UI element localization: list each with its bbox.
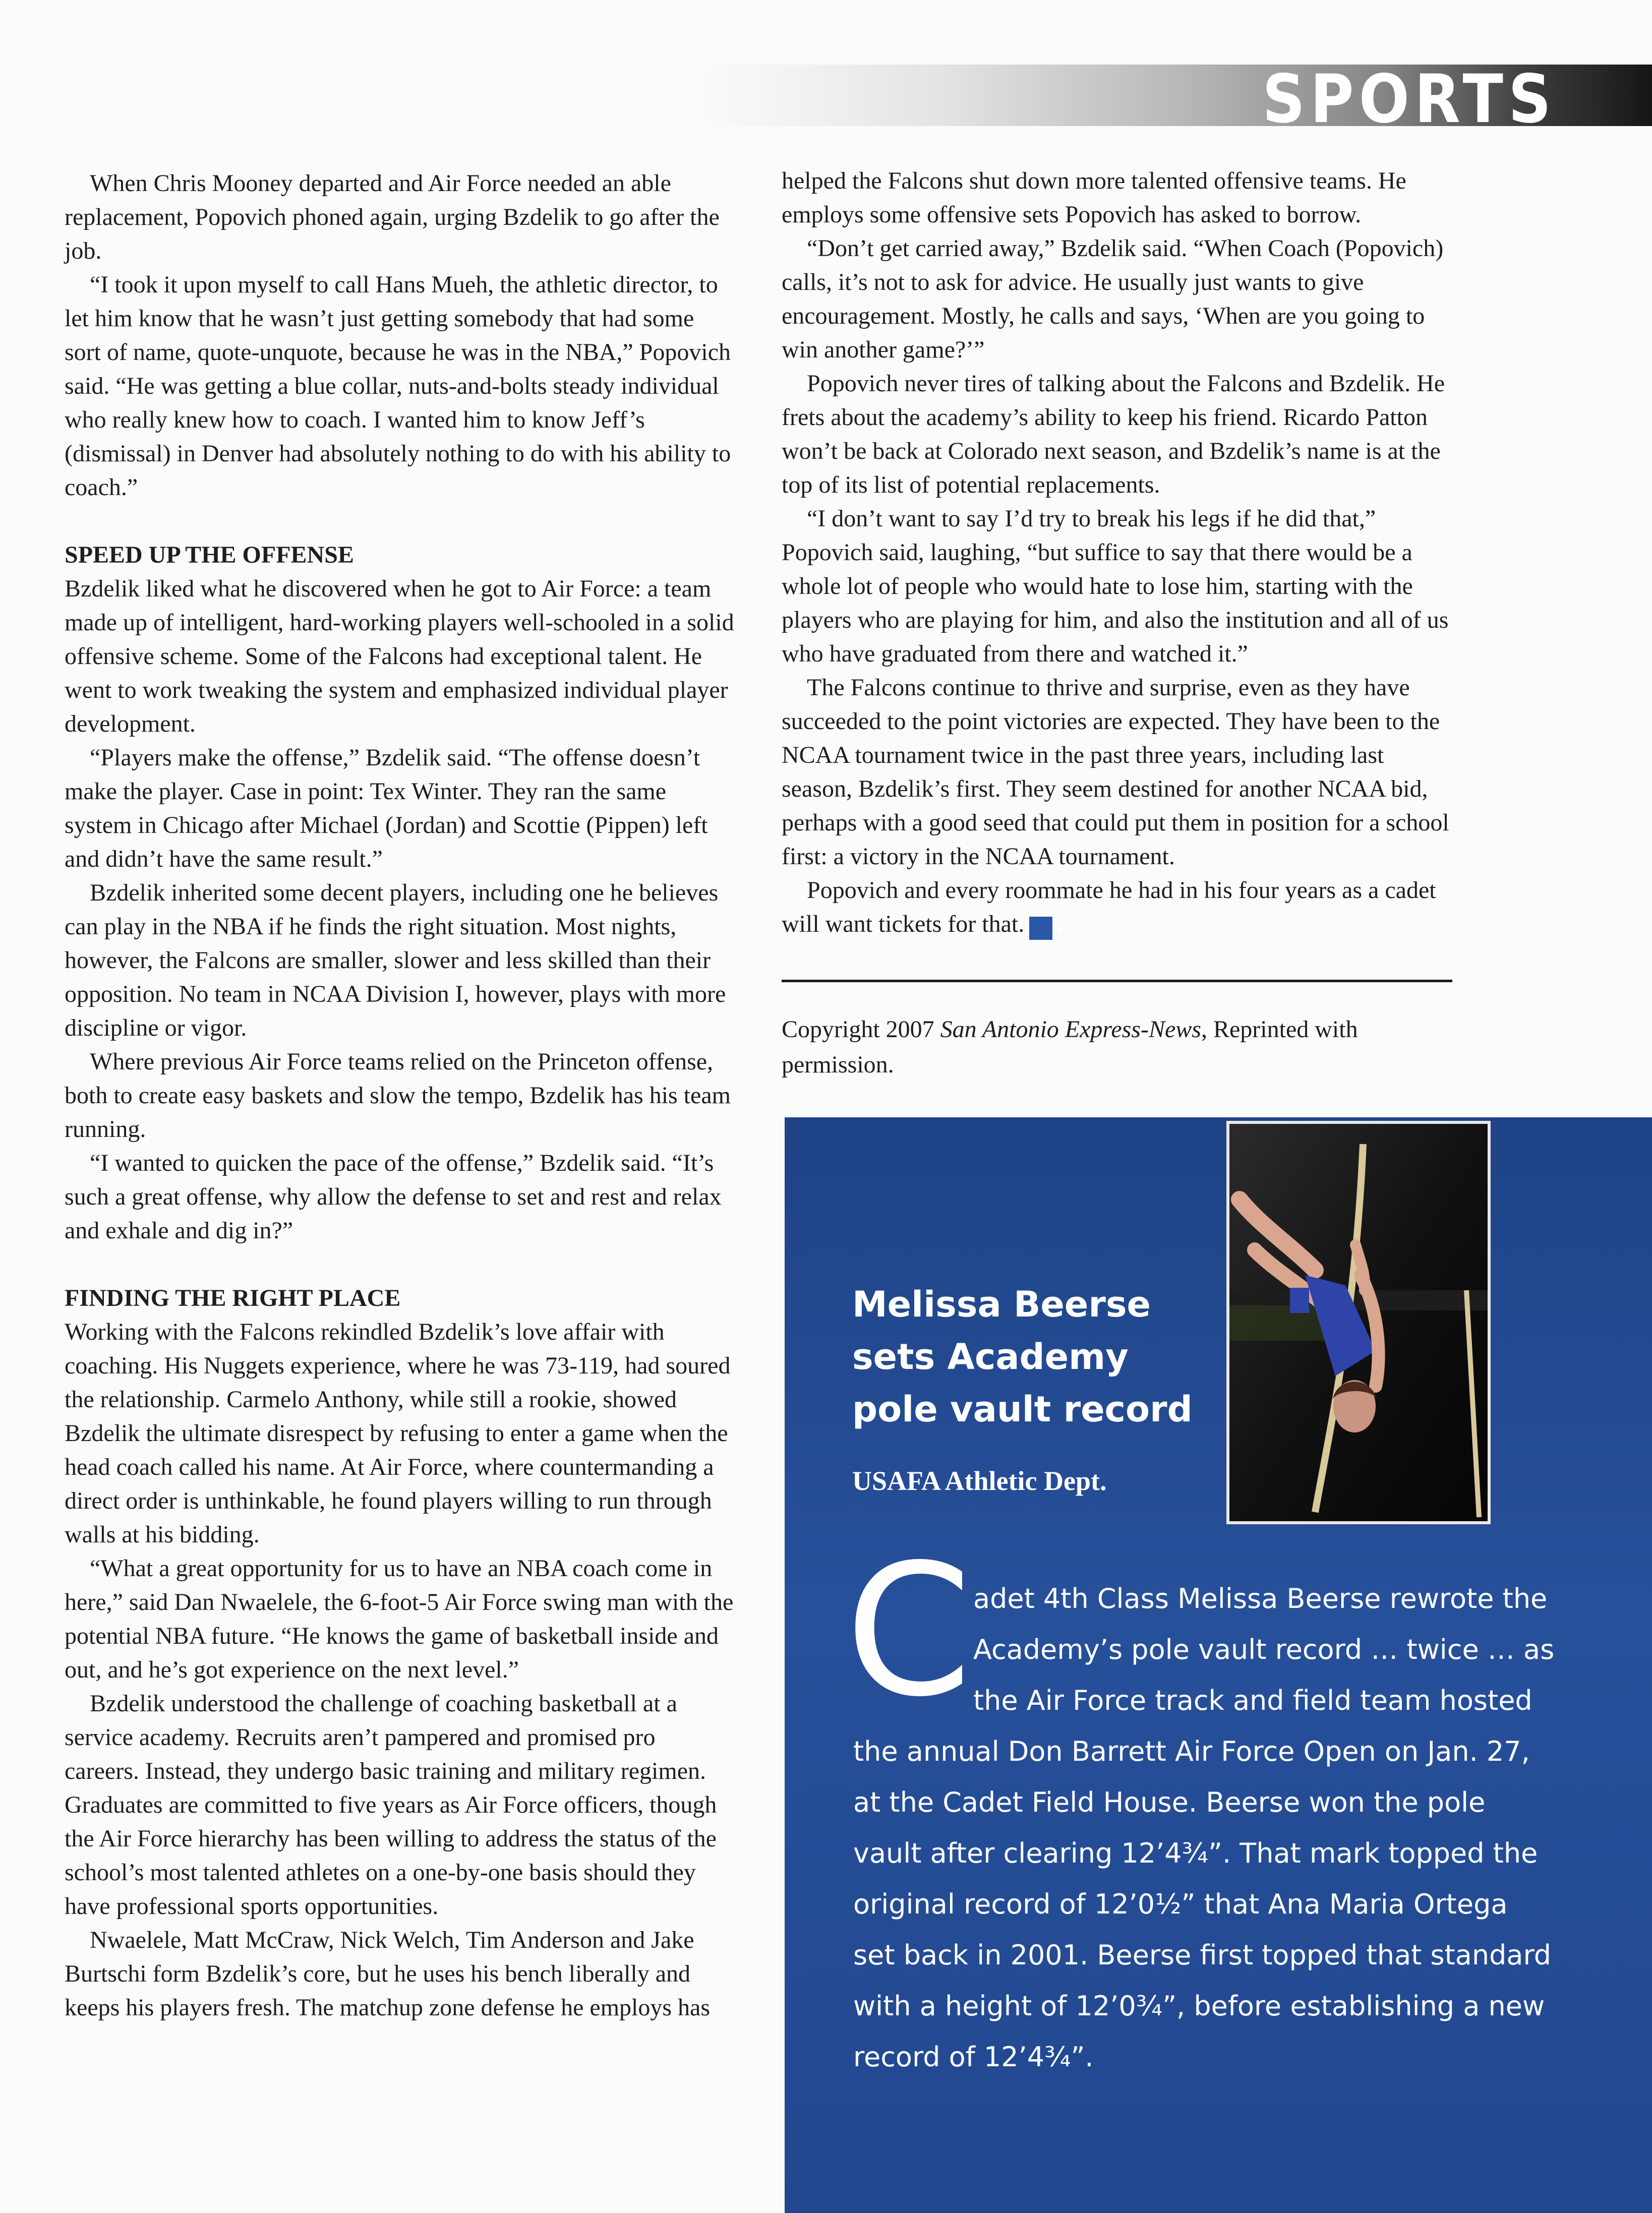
sidebar-body-line: the Air Force track and field team hosted (973, 1685, 1532, 1716)
left-column (65, 166, 735, 2024)
paragraph: “Don’t get carried away,” Bzdelik said. “When Coach (Popovich) calls, it’s not to ask for advice. He usually just wants to give encouragement. Mostly, he calls and says, ‘When are you going to win another game?’” (782, 235, 1444, 363)
sidebar-body-line: the annual Don Barrett Air Force Open on Jan. 27, (853, 1736, 1530, 1767)
sidebar-body-line: adet 4th Class Melissa Beerse rewrote the (973, 1583, 1548, 1614)
paragraph: helped the Falcons shut down more talented offensive teams. He employs some offensive sets Popovich has asked to borrow. (782, 167, 1406, 228)
paragraph: Nwaelele, Matt McCraw, Nick Welch, Tim Anderson and Jake Burtschi form Bzdelik’s core, but he uses his bench liberally and keeps his players fresh. The matchup zone defense he employs has (65, 1927, 711, 2021)
credit-suffix: , Reprinted with permission. (782, 1016, 1358, 1078)
sidebar-byline: USAFA Athletic Dept. (852, 1466, 1107, 1496)
credit-source: San Antonio Express-News (940, 1016, 1201, 1043)
paragraph: “I don’t want to say I’d try to break his legs if he did that,” Popovich said, laughing, “but suffice to say that there would be a whole lot of people who would hate to lose him, starting with the players who are playing for him, and also the institution and all of us who have graduated from there and watched it.” (782, 505, 1449, 667)
paragraph: “I took it upon myself to call Hans Mueh, the athletic director, to let him know that he wasn’t just getting somebody that had some sort of name, quote-unquote, because he was in the NBA,” Popovich said. “He was getting a blue collar, nuts-and-bolts steady individual who really knew how to coach. I wanted him to know Jeff’s (dismissal) in Denver had absolutely nothing to do with his ability to coach.” (65, 271, 731, 501)
paragraph: The Falcons continue to thrive and surprise, even as they have succeeded to the point victories are expected. They have been to the NCAA tournament twice in the past three years, including last season, Bzdelik’s first. They seem destined for another NCAA bid, perhaps with a good seed that could put them in position for a school first: a victory in the NCAA tournament. (782, 674, 1449, 870)
paragraph: “I wanted to quicken the pace of the offense,” Bzdelik said. “It’s such a great offense, why allow the defense to set and rest and relax and exhale and dig in?” (65, 1150, 722, 1244)
sidebar-body-line: at the Cadet Field House. Beerse won the pole (853, 1786, 1486, 1818)
sidebar-title-line: sets Academy (852, 1336, 1129, 1378)
pole-vaulter-illustration (1229, 1124, 1488, 1521)
sidebar-body-line: with a height of 12’0¾”, before establishing a new (853, 1990, 1545, 2022)
sidebar-body (853, 1573, 1559, 2082)
sidebar-title (852, 1278, 1205, 1436)
credit-prefix: Copyright 2007 (782, 1016, 940, 1043)
paragraph: Bzdelik understood the challenge of coaching basketball at a service academy. Recruits aren’t pampered and promised pro careers. Instead, they undergo basic training and military regimen. Graduates are committed to five years as Air Force officers, though the Air Force hierarchy has been willing to address the status of the school’s most talented athletes on a one-by-one basis should they have professional sports opportunities. (65, 1690, 717, 1920)
paragraph: Working with the Falcons rekindled Bzdelik’s love affair with coaching. His Nuggets experience, where he was 73-119, had soured the relationship. Carmelo Anthony, while still a rookie, showed Bzdelik the ultimate disrespect by refusing to enter a game when the head coach called his name. At Air Force, where countermanding a direct order is unthinkable, he found players willing to run through walls at his bidding. (65, 1319, 731, 1548)
drop-cap: C (845, 1525, 972, 1737)
final-paragraph (782, 873, 1452, 941)
paragraph-text: Popovich and every roommate he had in his four years as a cadet will want tickets for that. (782, 877, 1436, 937)
sidebar-body-line: Academy’s pole vault record … twice … as (973, 1634, 1555, 1665)
paragraph: When Chris Mooney departed and Air Force needed an able replacement, Popovich phoned again, urging Bzdelik to go after the job. (65, 170, 720, 264)
sidebar-title-line: Melissa Beerse (852, 1284, 1151, 1325)
paragraph: Bzdelik liked what he discovered when he got to Air Force: a team made up of intelligent, hard-working players well-schooled in a solid offensive scheme. Some of the Falcons had exceptional talent. He went to work tweaking the system and emphasized individual player development. (65, 575, 734, 737)
copyright-credit (782, 1012, 1452, 1083)
section-heading: SPEED UP THE OFFENSE (65, 542, 354, 568)
end-mark-checkbox-icon: ✓ (1029, 917, 1052, 940)
sidebar-title-line: pole vault record (852, 1389, 1193, 1430)
right-column (782, 164, 1452, 941)
sidebar-body-line: record of 12’4¾”. (853, 2041, 1094, 2073)
sidebar-body-line: vault after clearing 12’4¾”. That mark topped the (853, 1837, 1538, 1869)
section-heading: FINDING THE RIGHT PLACE (65, 1285, 401, 1311)
pole-vaulter-photo (1226, 1121, 1491, 1524)
paragraph: “Players make the offense,” Bzdelik said. “The offense doesn’t make the player. Case in point: Tex Winter. They ran the same system in Chicago after Michael (Jordan) and Scottie (Pippen) left and didn’t have the same result.” (65, 744, 708, 872)
divider-rule (782, 980, 1452, 982)
paragraph: Where previous Air Force teams relied on the Princeton offense, both to create easy baskets and slow the tempo, Bzdelik has his team running. (65, 1048, 731, 1143)
sidebar-body-line: original record of 12’0½” that Ana Maria Ortega (853, 1888, 1508, 1920)
sidebar-body-line: set back in 2001. Beerse first topped that standard (853, 1939, 1552, 1971)
section-label: SPORTS (1262, 59, 1556, 138)
paragraph: Popovich never tires of talking about the Falcons and Bzdelik. He frets about the academy’s ability to keep his friend. Ricardo Patton won’t be back at Colorado next season, and Bzdelik’s name is at the top of its list of potential replacements. (782, 370, 1445, 498)
paragraph: “What a great opportunity for us to have an NBA coach come in here,” said Dan Nwaelele, the 6-foot-5 Air Force swing man with the potential NBA future. “He knows the game of basketball inside and out, and he’s got experience on the next level.” (65, 1555, 734, 1683)
paragraph: Bzdelik inherited some decent players, including one he believes can play in the NBA if he finds the right situation. Most nights, however, the Falcons are smaller, slower and less skilled than their opposition. No team in NCAA Division I, however, plays with more discipline or vigor. (65, 879, 726, 1041)
